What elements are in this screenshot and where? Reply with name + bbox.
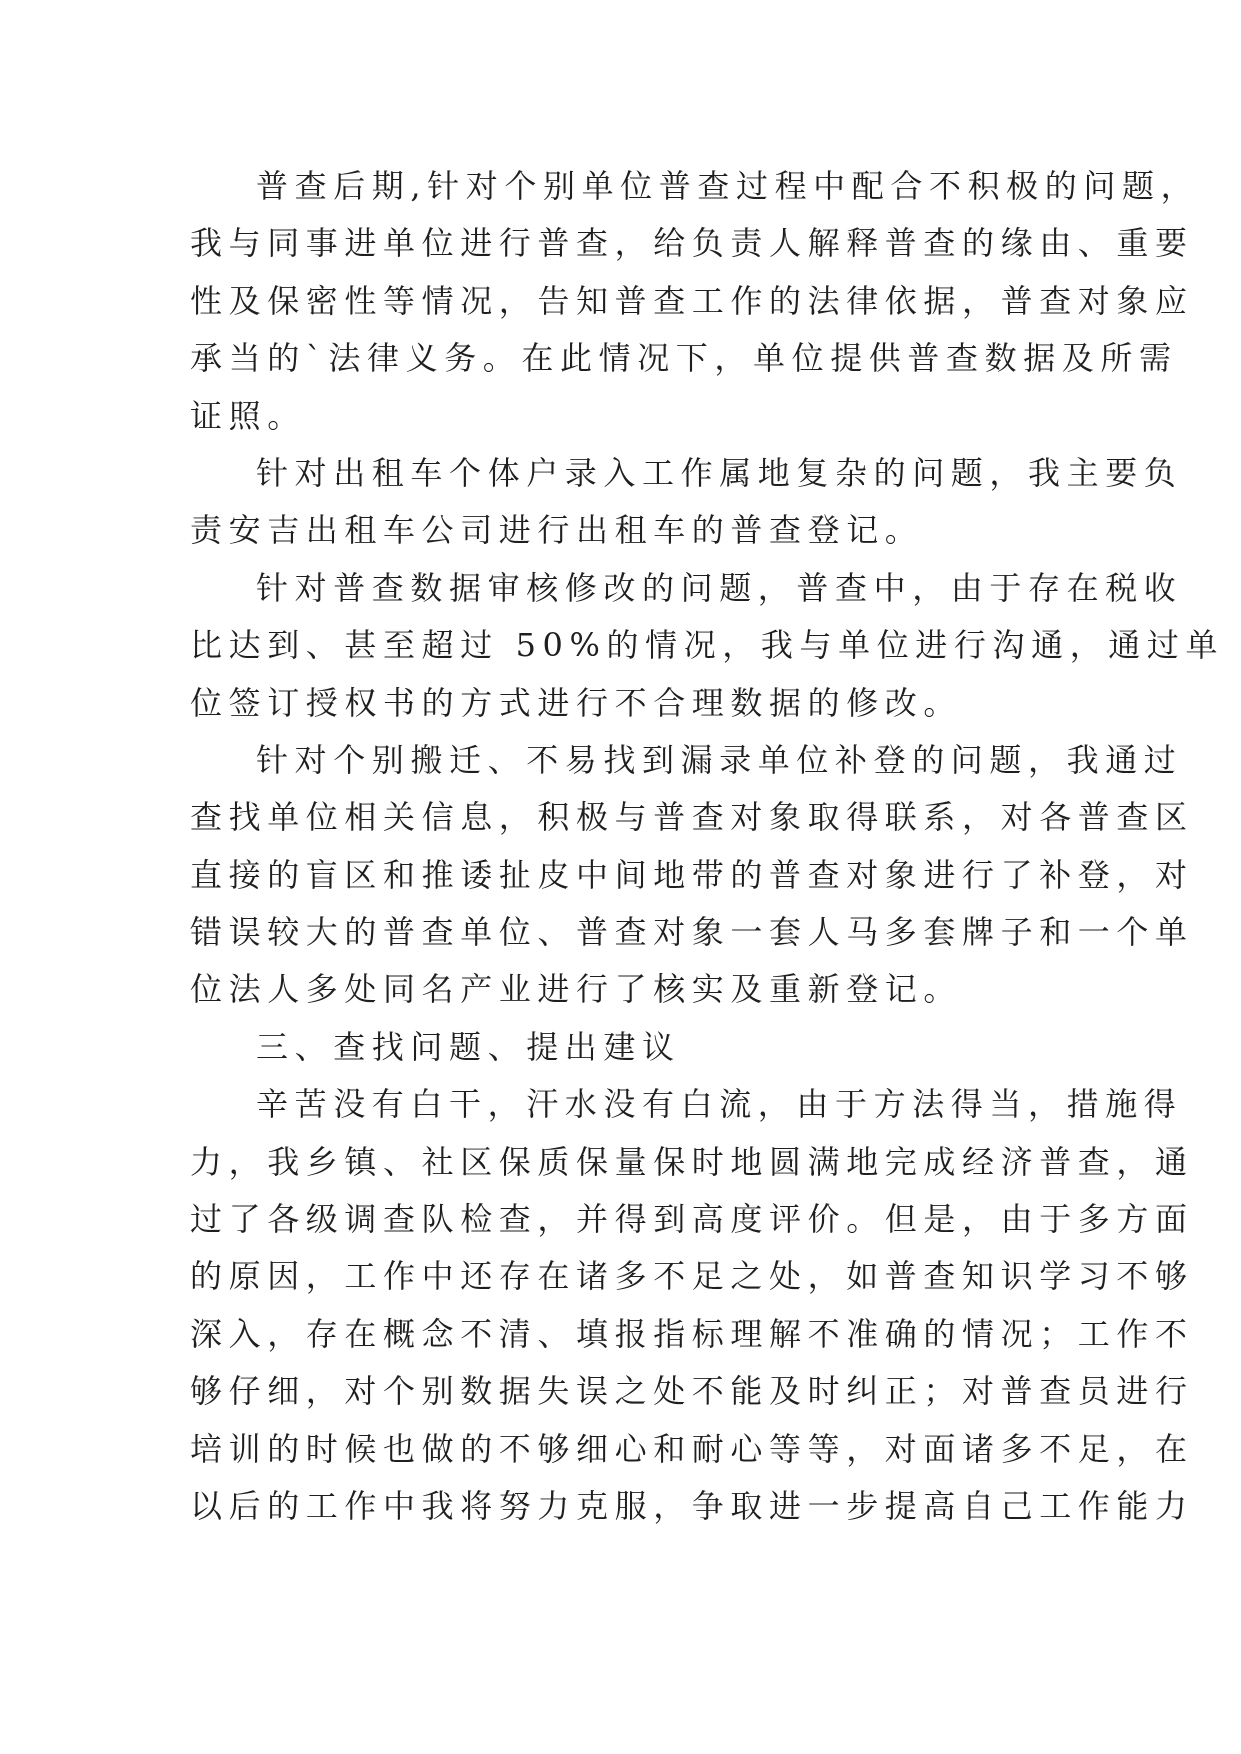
document-body <box>190 158 1225 1535</box>
text-line: 够仔细，对个别数据失误之处不能及时纠正；对普查员进行 <box>190 1372 1194 1411</box>
text-line: 辛苦没有白干，汗水没有白流，由于方法得当，措施得 <box>256 1085 1183 1124</box>
text-line: 普查后期,针对个别单位普查过程中配合不积极的问题， <box>256 167 1200 205</box>
section-heading: 三、查找问题、提出建议 <box>256 1027 681 1066</box>
text-line: 错误较大的普查单位、普查对象一套人马多套牌子和一个单 <box>190 913 1194 952</box>
text-line: 针对出租车个体户录入工作属地复杂的问题，我主要负 <box>256 453 1183 492</box>
text-line: 我与同事进单位进行普查，给负责人解释普查的缘由、重要 <box>190 224 1194 263</box>
text-line: 性及保密性等情况，告知普查工作的法律依据，普查对象应 <box>190 281 1194 320</box>
text-line: 的原因，工作中还存在诸多不足之处，如普查知识学习不够 <box>190 1257 1194 1296</box>
text-line: 直接的盲区和推诿扯皮中间地带的普查对象进行了补登，对 <box>190 855 1194 894</box>
text-line: 位签订授权书的方式进行不合理数据的修改。 <box>190 683 963 722</box>
text-line: 针对个别搬迁、不易找到漏录单位补登的问题，我通过 <box>256 740 1183 779</box>
text-line: 证照。 <box>190 396 306 435</box>
text-line: 针对普查数据审核修改的问题，普查中，由于存在税收 <box>256 568 1183 607</box>
text-line: 过了各级调查队检查，并得到高度评价。但是，由于多方面 <box>190 1200 1194 1239</box>
text-line: 力，我乡镇、社区保质保量保时地圆满地完成经济普查，通 <box>190 1142 1194 1181</box>
text-line: 深入，存在概念不清、填报指标理解不准确的情况；工作不 <box>190 1314 1194 1353</box>
text-line: 查找单位相关信息，积极与普查对象取得联系，对各普查区 <box>190 798 1194 837</box>
text-line: 承当的`法律义务。在此情况下，单位提供普查数据及所需 <box>190 339 1178 378</box>
text-line: 比达到、甚至超过 50%的情况，我与单位进行沟通，通过单 <box>190 626 1225 665</box>
text-line: 位法人多处同名产业进行了核实及重新登记。 <box>190 970 963 1009</box>
text-line: 培训的时候也做的不够细心和耐心等等，对面诸多不足，在 <box>190 1429 1194 1468</box>
text-line: 责安吉出租车公司进行出租车的普查登记。 <box>190 511 924 550</box>
text-line: 以后的工作中我将努力克服，争取进一步提高自己工作能力 <box>190 1486 1194 1525</box>
